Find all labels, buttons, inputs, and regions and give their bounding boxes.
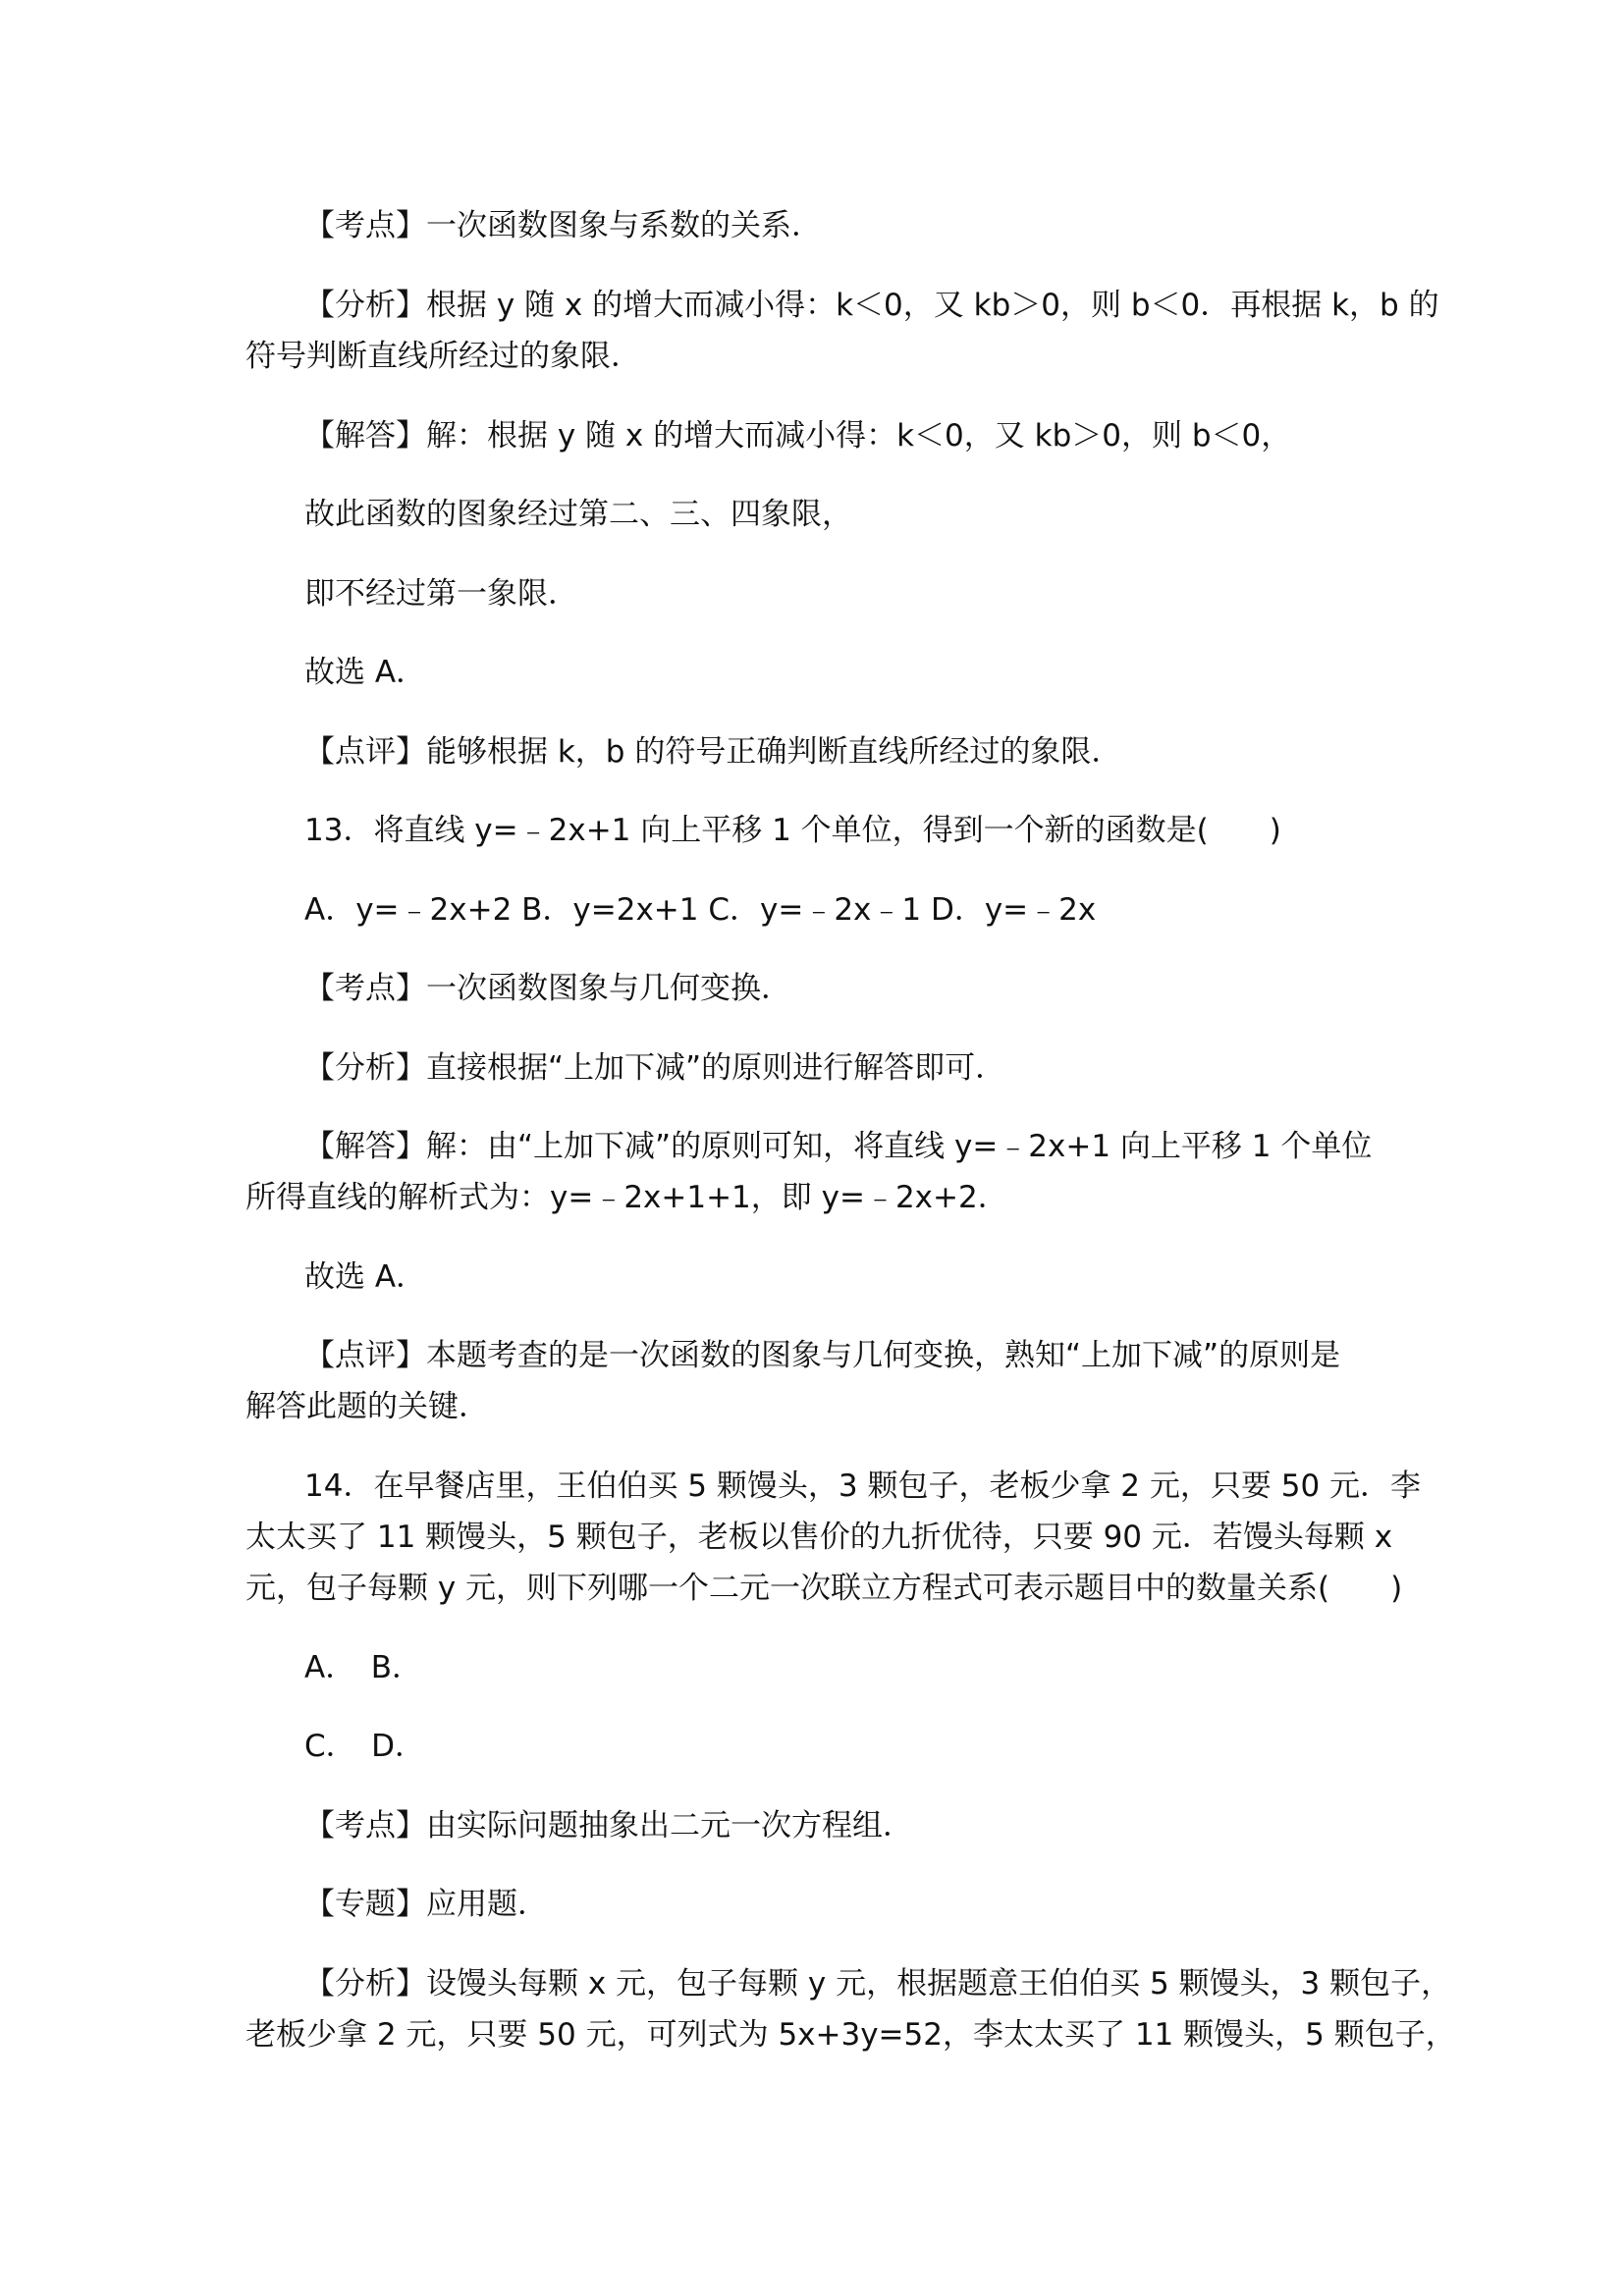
- text-line-dianping-2-cont: 解答此题的关键．: [245, 1389, 489, 1424]
- text-line-jieda-2-cont: 所得直线的解析式为：y=﹣2x+1+1，即 y=﹣2x+2．: [245, 1180, 1008, 1215]
- text-line-fenxi-3: 【分析】设馒头每颗 x 元，包子每颗 y 元，根据题意王伯伯买 5 颗馒头，3 颗包子，: [304, 1966, 1452, 2002]
- text-line-fenxi-1-cont: 符号判断直线所经过的象限．: [245, 339, 641, 374]
- question-14-cont-1: 太太买了 11 颗馒头，5 颗包子，老板以售价的九折优待，只要 90 元．若馒头每颗 x: [245, 1520, 1393, 1555]
- text-line-jieda-1: 【解答】解：根据 y 随 x 的增大而减小得：k＜0，又 kb＞0，则 b＜0，: [304, 418, 1292, 454]
- text-line-fenxi-1: 【分析】根据 y 随 x 的增大而减小得：k＜0，又 kb＞0，则 b＜0．再根据 k，b 的: [304, 288, 1439, 323]
- text-line-answer-2: 故选 A．: [304, 1259, 427, 1295]
- question-13-options: A．y=﹣2x+2 B．y=2x+1 C．y=﹣2x﹣1 D．y=﹣2x: [304, 892, 1097, 928]
- text-line-jieda-1-c: 即不经过第一象限．: [304, 576, 578, 612]
- question-13: 13．将直线 y=﹣2x+1 向上平移 1 个单位，得到一个新的函数是( ): [304, 813, 1281, 848]
- text-line-kaodian-1: 【考点】一次函数图象与系数的关系．: [304, 208, 822, 243]
- text-line-dianping-1: 【点评】能够根据 k，b 的符号正确判断直线所经过的象限．: [304, 734, 1122, 770]
- question-14-options-cd: C． D．: [304, 1729, 426, 1764]
- text-line-zhuanti-3: 【专题】应用题．: [304, 1887, 548, 1922]
- text-line-fenxi-2: 【分析】直接根据“上加下减”的原则进行解答即可．: [304, 1050, 1006, 1086]
- text-line-kaodian-2: 【考点】一次函数图象与几何变换．: [304, 971, 791, 1006]
- question-14-cont-2: 元，包子每颗 y 元，则下列哪一个二元一次联立方程式可表示题目中的数量关系( ): [245, 1571, 1403, 1606]
- text-line-jieda-1-b: 故此函数的图象经过第二、三、四象限，: [304, 497, 852, 532]
- text-line-jieda-2: 【解答】解：由“上加下减”的原则可知，将直线 y=﹣2x+1 向上平移 1 个单位: [304, 1129, 1373, 1164]
- text-line-answer-1: 故选 A．: [304, 655, 427, 690]
- question-14-options-ab: A． B．: [304, 1650, 422, 1685]
- text-line-dianping-2: 【点评】本题考查的是一次函数的图象与几何变换，熟知“上加下减”的原则是: [304, 1338, 1341, 1373]
- question-14: 14．在早餐店里，王伯伯买 5 颗馒头，3 颗包子，老板少拿 2 元，只要 50 元．李: [304, 1468, 1422, 1504]
- text-line-fenxi-3-cont: 老板少拿 2 元，只要 50 元，可列式为 5x+3y=52，李太太买了 11 颗馒头，5 颗包子，: [245, 2017, 1456, 2053]
- text-line-kaodian-3: 【考点】由实际问题抽象出二元一次方程组．: [304, 1808, 913, 1843]
